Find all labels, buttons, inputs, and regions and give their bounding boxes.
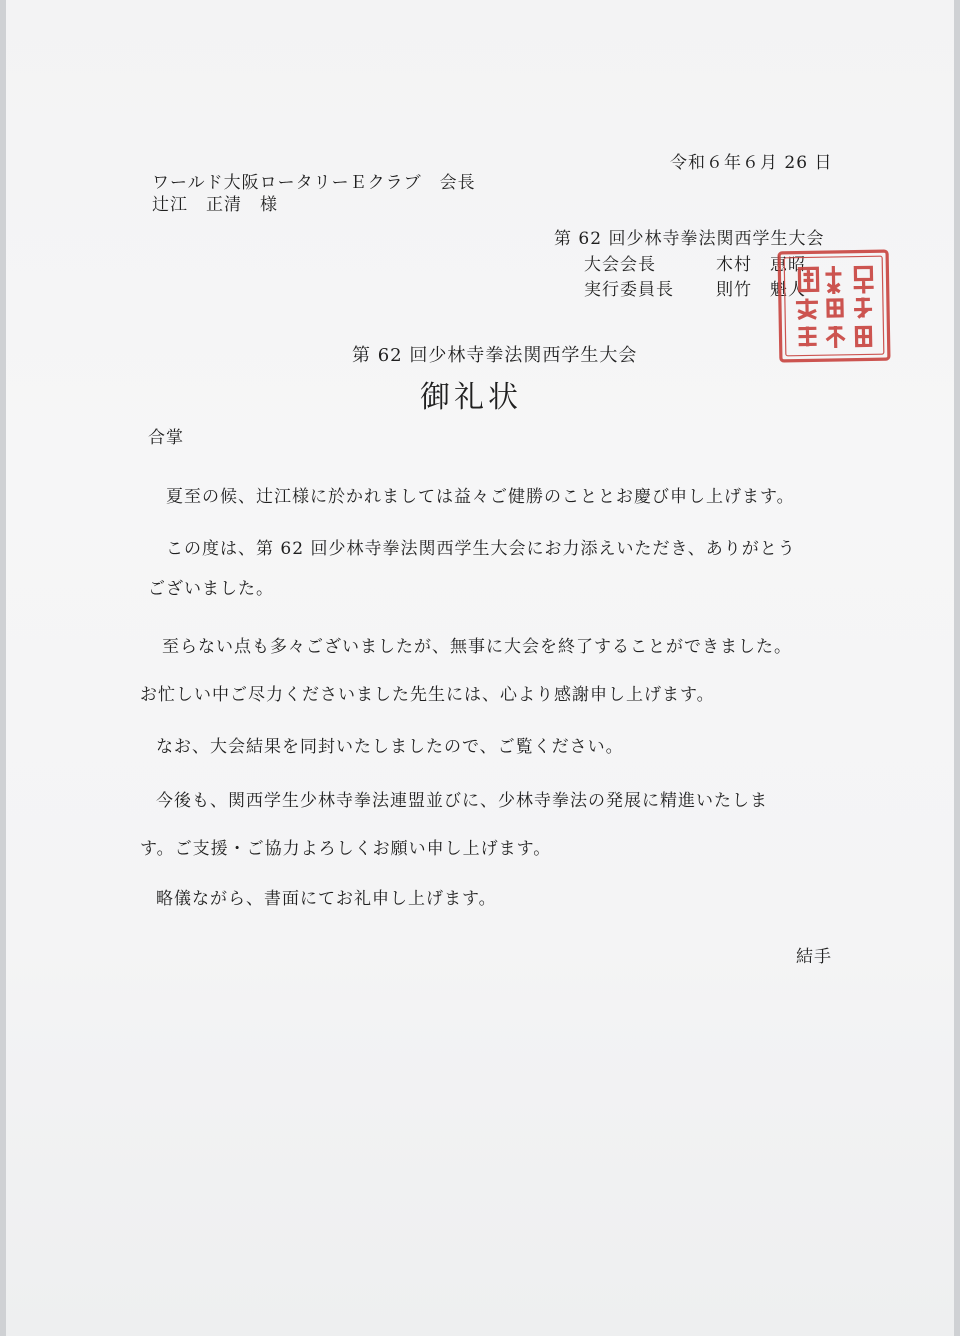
paragraph-line: お忙しい中ご尽力くださいました先生には、心より感謝申し上げます。 bbox=[140, 685, 715, 705]
paragraph-line: す。ご支援・ご協力よろしくお願い申し上げます。 bbox=[140, 839, 552, 859]
paragraph-line: 略儀ながら、書面にてお礼申し上げます。 bbox=[156, 889, 497, 909]
sender-role1: 大会会長 bbox=[584, 255, 656, 275]
event-title: 第 62 回少林寺拳法関西学生大会 bbox=[352, 345, 638, 366]
paragraph-line: 夏至の候、辻江様に於かれましては益々ご健勝のこととお慶び申し上げます。 bbox=[166, 487, 795, 507]
letter-date: 令和６年６月 26 日 bbox=[670, 153, 833, 173]
letter-page bbox=[6, 0, 954, 1336]
closing: 結手 bbox=[796, 947, 832, 967]
paragraph-line: 今後も、関西学生少林寺拳法連盟並びに、少林寺拳法の発展に精進いたしま bbox=[156, 791, 768, 811]
organization-seal bbox=[775, 247, 893, 365]
paragraph-line: この度は、第 62 回少林寺拳法関西学生大会にお力添えいただき、ありがとう bbox=[166, 539, 796, 559]
sender-name1: 木村 恵昭 bbox=[716, 255, 806, 275]
paragraph-line: ございました。 bbox=[148, 579, 274, 599]
recipient-line1: ワールド大阪ロータリーＥクラブ 会長 bbox=[152, 173, 476, 193]
recipient-line2: 辻江 正清 様 bbox=[152, 195, 278, 215]
sender-role2: 実行委員長 bbox=[584, 280, 674, 300]
greeting: 合掌 bbox=[148, 428, 184, 448]
sender-name2: 則竹 魁人 bbox=[716, 280, 806, 300]
paragraph-line: 至らない点も多々ございましたが、無事に大会を終了することができました。 bbox=[162, 637, 792, 657]
document-title: 御礼状 bbox=[420, 380, 522, 415]
paragraph-line: なお、大会結果を同封いたしましたので、ご覧ください。 bbox=[156, 737, 624, 757]
sender-org: 第 62 回少林寺拳法関西学生大会 bbox=[554, 229, 825, 249]
